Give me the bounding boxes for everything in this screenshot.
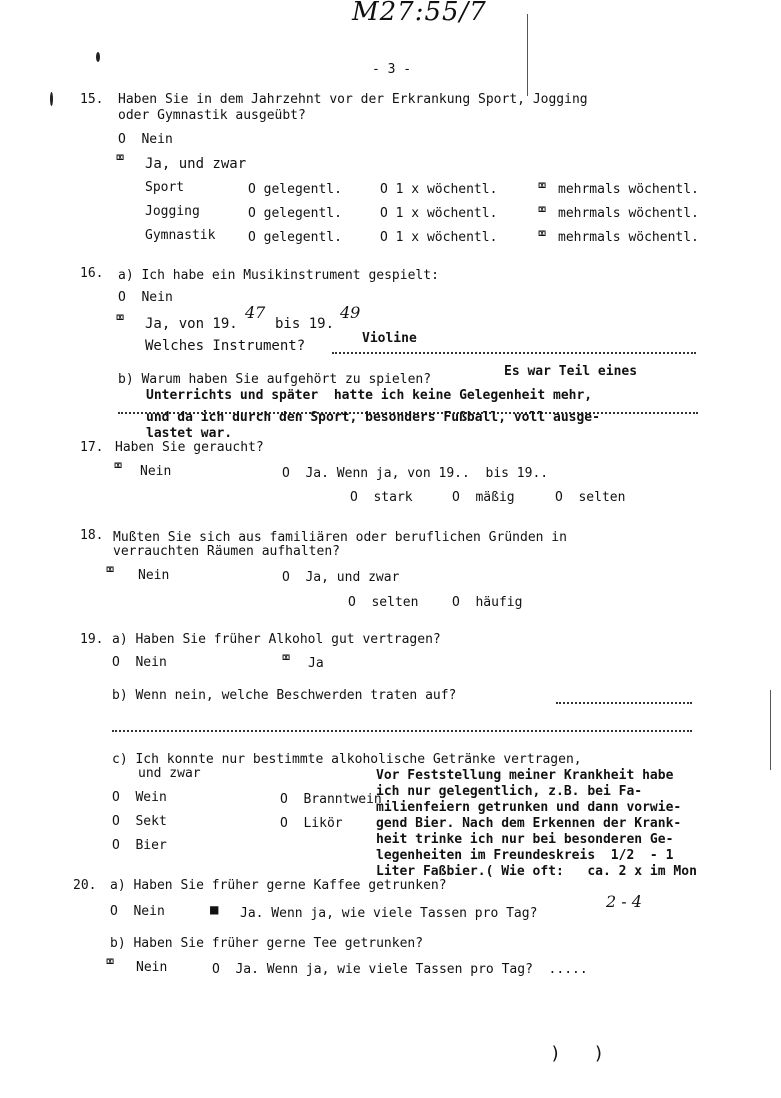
q20-a-cups-answer: 2 - 4 [606, 892, 642, 911]
q18-option-no[interactable]: Nein [138, 568, 170, 583]
q17-option-yes[interactable]: O Ja. Wenn ja, von 19.. bis 19.. [282, 466, 549, 481]
q16-question-b: b) Warum haben Sie aufgehört zu spielen? [118, 372, 432, 387]
q16-bis-label: bis 19. [275, 316, 335, 332]
q19-question-c-cont: und zwar [138, 766, 201, 781]
q15-row-option[interactable]: O gelegentl. [248, 206, 342, 221]
q19-drink-likor[interactable]: O Likör [280, 816, 343, 831]
page-number: - 3 - [372, 62, 412, 77]
q20-question-a: a) Haben Sie früher gerne Kaffee getrunken? [110, 878, 447, 893]
q18-question-cont: verrauchten Räumen aufhalten? [113, 544, 340, 559]
checkmark-icon: ■ [210, 902, 219, 918]
checkmark-icon: ⌧ [282, 650, 291, 666]
q17-number: 17. [80, 440, 104, 455]
scan-speck [96, 52, 100, 62]
q15-row-label: Jogging [145, 204, 200, 219]
q15-row-option[interactable]: O 1 x wöchentl. [380, 182, 498, 197]
closing-marks: ) ) [550, 1043, 605, 1064]
q20-number: 20. [73, 878, 97, 893]
answer-line [556, 702, 692, 704]
q16-option-yes[interactable]: Ja, von 19. [145, 316, 238, 332]
q19-question-a: a) Haben Sie früher Alkohol gut vertragen? [112, 632, 441, 647]
q18-question: Mußten Sie sich aus familiären oder beruflichen Gründen in [113, 530, 567, 545]
checkmark-icon: ⌧ [106, 954, 115, 970]
handwritten-reference: M27:55/7 [352, 0, 487, 27]
q19-answer-line: heit trinke ich nur bei besonderen Ge- [376, 832, 674, 847]
q16-year-from: 47 [245, 303, 266, 322]
q19-drink-wein[interactable]: O Wein [112, 790, 167, 805]
q17-option-selten[interactable]: O selten [555, 490, 626, 505]
q15-row-option[interactable]: mehrmals wöchentl. [558, 206, 699, 221]
q19-option-no[interactable]: O Nein [112, 655, 167, 670]
checkmark-icon: ⌧ [538, 202, 547, 218]
q16-question-a: a) Ich habe ein Musikinstrument gespielt: [118, 268, 439, 283]
checkmark-icon: ⌧ [538, 178, 547, 194]
q16-number: 16. [80, 266, 104, 281]
checkmark-icon: ⌧ [114, 458, 123, 474]
q15-row-option[interactable]: O gelegentl. [248, 182, 342, 197]
q19-drink-sekt[interactable]: O Sekt [112, 814, 167, 829]
q19-drink-bier[interactable]: O Bier [112, 838, 167, 853]
scan-artifact-line [770, 690, 771, 770]
q20-b-option-yes[interactable]: O Ja. Wenn ja, wie viele Tassen pro Tag? ..... [212, 962, 588, 977]
q17-question: Haben Sie geraucht? [115, 440, 264, 455]
q19-answer-line: Vor Feststellung meiner Krankheit habe [376, 768, 674, 783]
q16-answer-line4: lastet war. [146, 426, 233, 441]
q19-answer-line: ich nur gelegentlich, z.B. bei Fa- [376, 784, 643, 799]
q15-row-option[interactable]: mehrmals wöchentl. [558, 182, 699, 197]
q20-a-option-no[interactable]: O Nein [110, 904, 165, 919]
checkmark-icon: ⌧ [116, 150, 125, 166]
q15-row-label: Gymnastik [145, 228, 216, 243]
q15-row-option[interactable]: mehrmals wöchentl. [558, 230, 699, 245]
q19-drink-branntwein[interactable]: O Branntwein [280, 792, 382, 807]
q19-option-yes[interactable]: Ja [308, 656, 324, 671]
q15-question-cont: oder Gymnastik ausgeübt? [118, 108, 306, 123]
q20-b-option-no[interactable]: Nein [136, 960, 168, 975]
answer-line [112, 730, 692, 732]
checkmark-icon: ⌧ [538, 226, 547, 242]
q19-question-c: c) Ich konnte nur bestimmte alkoholische Getränke vertragen, [112, 752, 582, 767]
q16-option-no[interactable]: O Nein [118, 290, 173, 305]
q19-answer-line: legenheiten im Freundeskreis 1/2 - 1 [376, 848, 674, 863]
q16-instrument-question: Welches Instrument? [145, 338, 306, 354]
checkmark-icon: ⌧ [106, 562, 115, 578]
q19-answer-line: gend Bier. Nach dem Erkennen der Krank- [376, 816, 682, 831]
q17-option-massig[interactable]: O mäßig [452, 490, 515, 505]
q15-option-no[interactable]: O Nein [118, 132, 173, 147]
answer-line [332, 352, 696, 354]
q15-option-yes[interactable]: Ja, und zwar [145, 156, 247, 172]
q19-answer-line: milienfeiern getrunken und dann vorwie- [376, 800, 682, 815]
q16-answer-line2: Unterrichts und später hatte ich keine Gelegenheit mehr, [146, 388, 593, 403]
q17-option-no[interactable]: Nein [140, 464, 172, 479]
q15-row-label: Sport [145, 180, 185, 195]
q19-question-b: b) Wenn nein, welche Beschwerden traten auf? [112, 688, 457, 703]
checkmark-icon: ⌧ [116, 310, 125, 326]
q20-question-b: b) Haben Sie früher gerne Tee getrunken? [110, 936, 424, 951]
q16-instrument-answer: Violine [362, 331, 417, 346]
q15-row-option[interactable]: O gelegentl. [248, 230, 342, 245]
q16-answer-line1: Es war Teil eines [504, 364, 638, 379]
q15-question: Haben Sie in dem Jahrzehnt vor der Erkrankung Sport, Jogging [118, 92, 588, 107]
q15-number: 15. [80, 92, 104, 107]
q15-row-option[interactable]: O 1 x wöchentl. [380, 206, 498, 221]
q18-option-haufig[interactable]: O häufig [452, 595, 523, 610]
q18-option-selten[interactable]: O selten [348, 595, 419, 610]
q18-number: 18. [80, 528, 104, 543]
q19-number: 19. [80, 632, 104, 647]
q17-option-stark[interactable]: O stark [350, 490, 413, 505]
q16-year-to: 49 [340, 303, 361, 322]
q20-a-option-yes[interactable]: Ja. Wenn ja, wie viele Tassen pro Tag? [240, 906, 538, 921]
q15-row-option[interactable]: O 1 x wöchentl. [380, 230, 498, 245]
q16-answer-line3: und da ich durch den Sport, besonders Fußball, voll ausge- [146, 410, 600, 425]
q19-answer-line: Liter Faßbier.( Wie oft: ca. 2 x im Mon [376, 864, 697, 879]
scan-speck [50, 92, 53, 106]
q18-option-yes[interactable]: O Ja, und zwar [282, 570, 400, 585]
scan-artifact-line [527, 14, 528, 96]
